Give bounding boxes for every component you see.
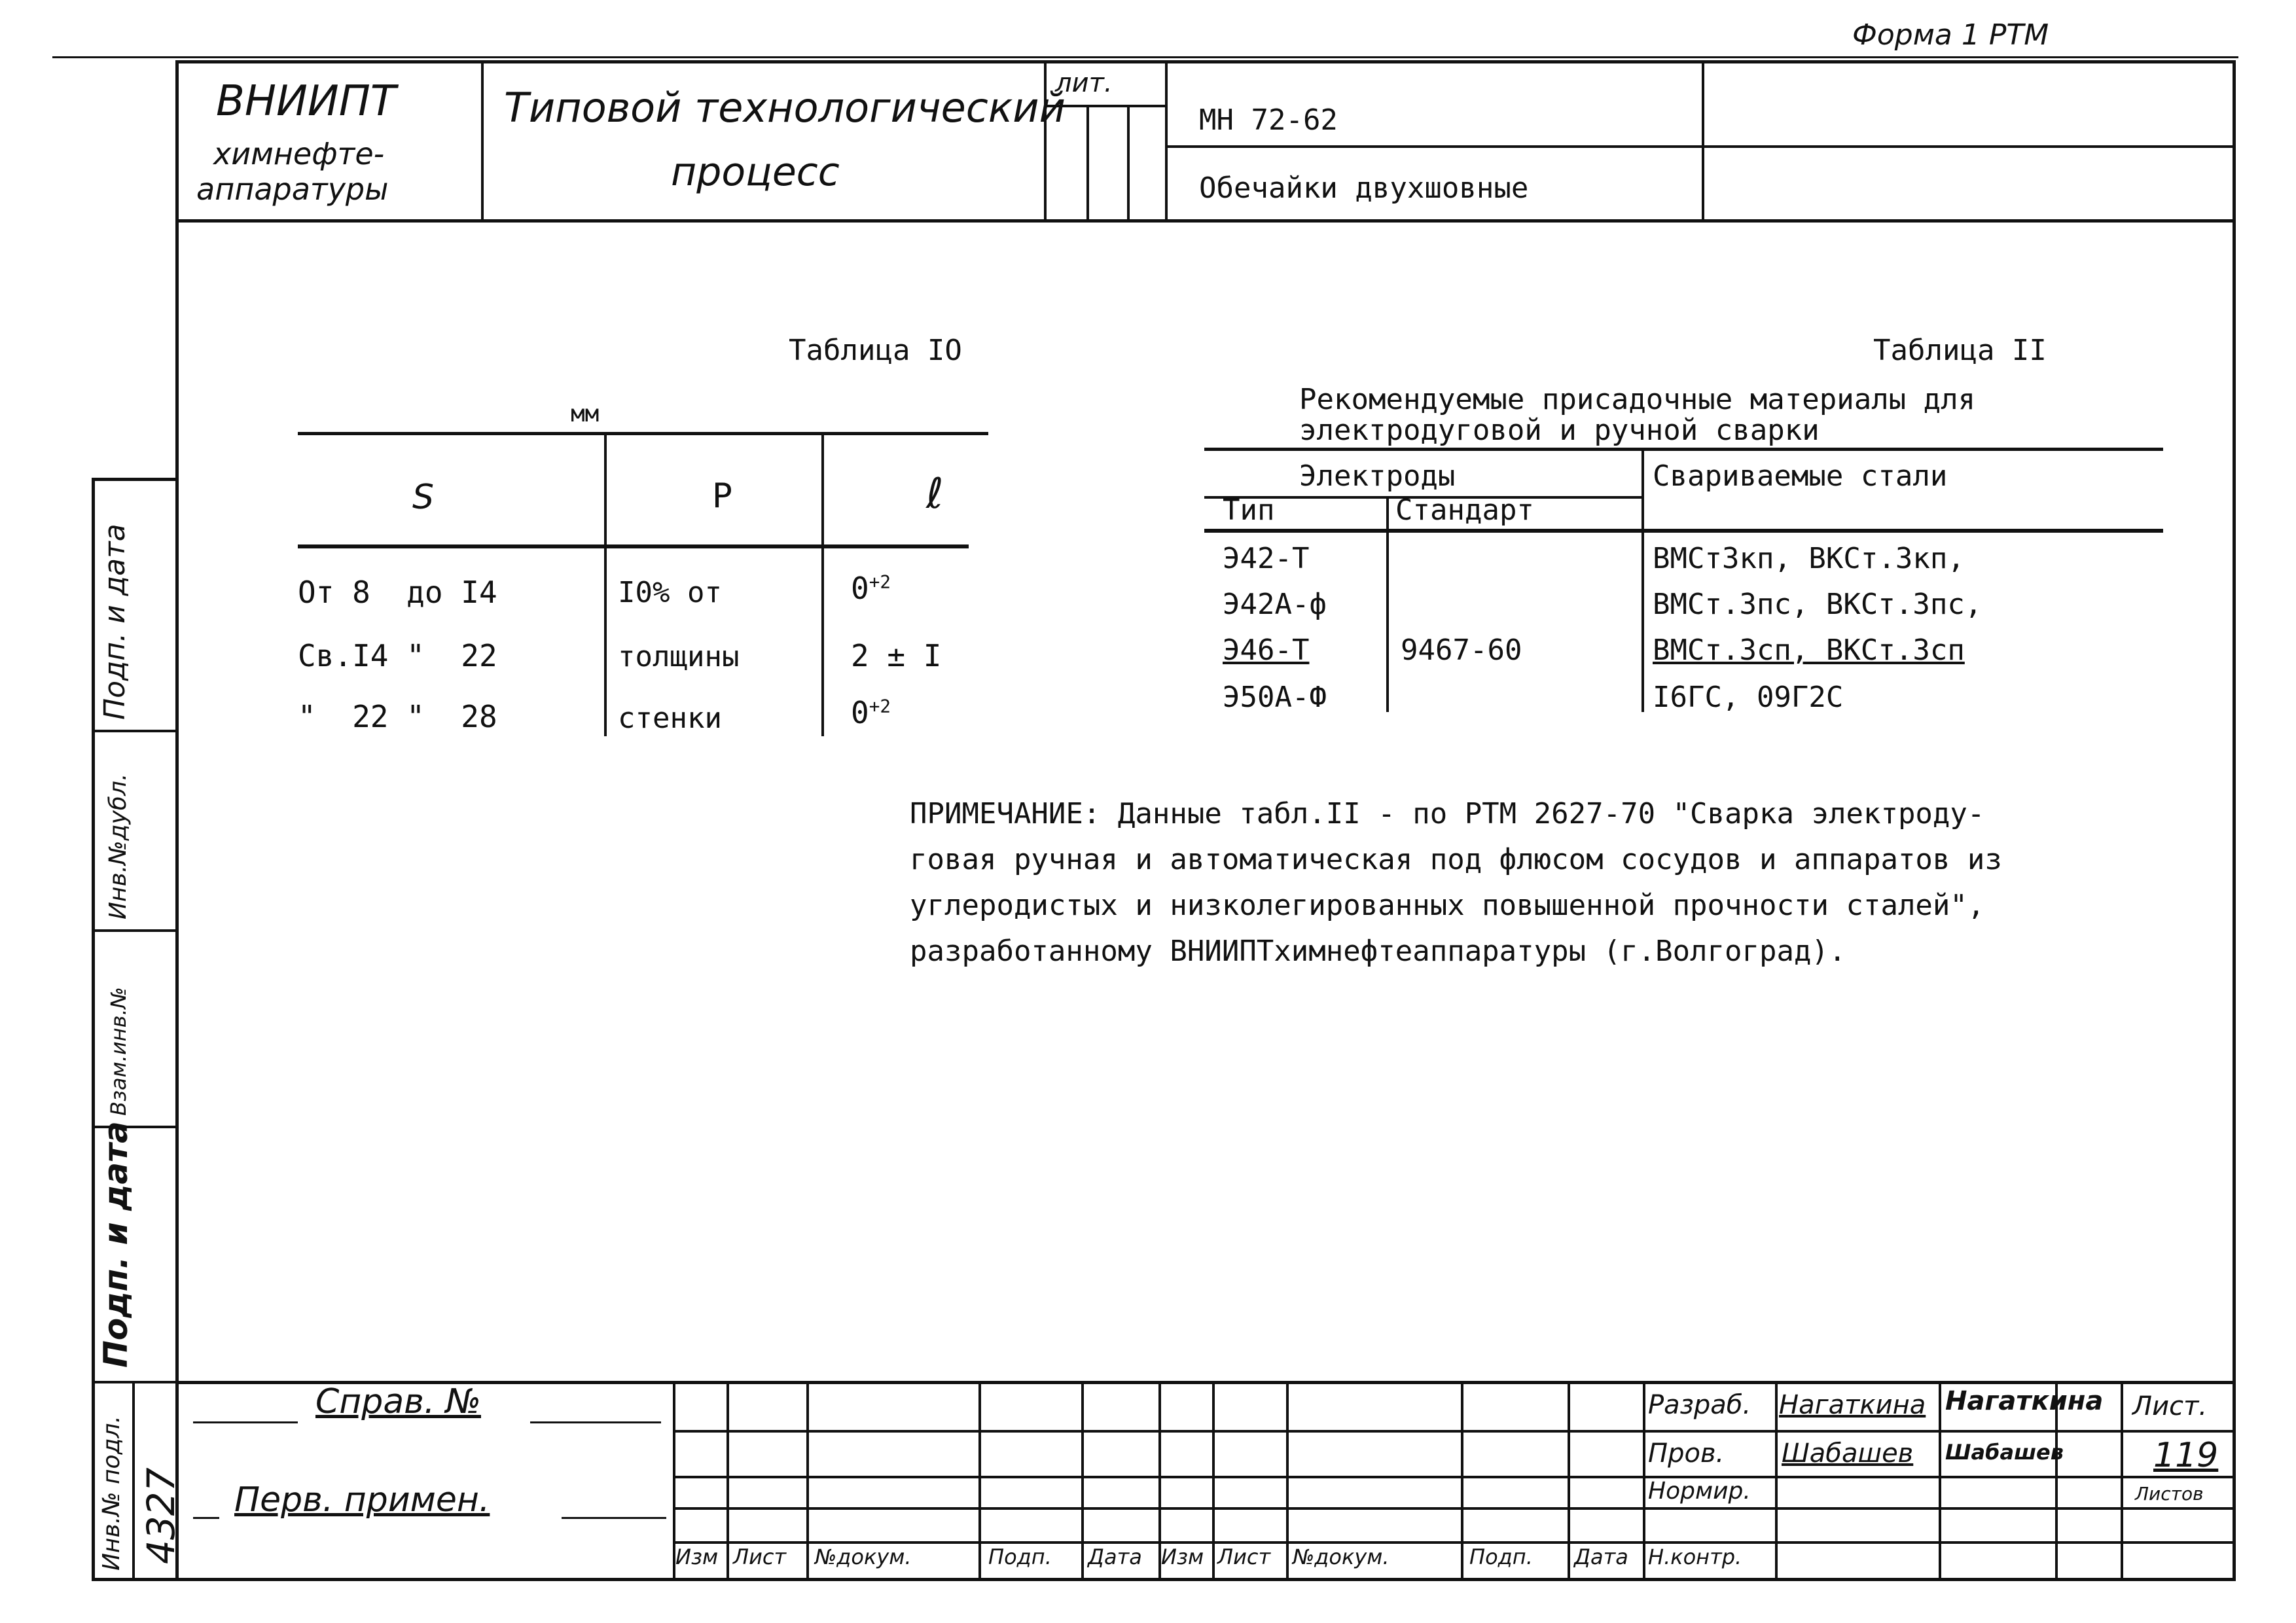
stamp-col-5 — [1081, 1381, 1084, 1581]
stamp-role-razrab: Разраб. — [1648, 1390, 1751, 1420]
code-rule — [1165, 145, 2236, 148]
table11-col-steels: Свариваемые стали — [1653, 459, 1948, 493]
doc-type-line2: процесс — [671, 149, 840, 195]
stamp-col-15 — [2121, 1381, 2123, 1581]
table11-top-rule — [1204, 448, 2163, 451]
table10-header-s: S — [412, 478, 435, 517]
stamp-col-label-izm-1: Изм — [675, 1544, 719, 1569]
table11-row3-steels: ВМСт.3сп, ВКСт.3сп — [1653, 633, 1965, 667]
table10-row2-s: Св.I4 " 22 — [298, 638, 497, 673]
table11-row3-type: Э46-Т — [1223, 633, 1310, 667]
org-line3: аппаратуры — [196, 171, 389, 207]
side-inv-orig: Инв.№ подл. — [98, 1416, 125, 1571]
table10-row3-l-value: 0 — [851, 695, 869, 730]
stamp-col-label-sign-2: Подп. — [1469, 1544, 1533, 1569]
form-label: Форма 1 РТМ — [1852, 18, 2049, 52]
stamp-col-label-date-2: Дата — [1574, 1544, 1628, 1569]
stamp-row-2 — [673, 1476, 2236, 1478]
header-divider-1 — [481, 60, 484, 219]
side-sign-date-top: Подп. и дата — [98, 524, 132, 720]
table10-row1-l-value: 0 — [851, 571, 869, 606]
stamp-col-label-date-1: Дата — [1088, 1544, 1142, 1569]
stamp-col-label-doc-2: №докум. — [1293, 1544, 1390, 1569]
side-inv-number: 4327 — [139, 1467, 183, 1564]
header-divider-6 — [1702, 60, 1704, 219]
table10-row2-l: 2 ± I — [851, 638, 942, 673]
stamp-role-normir: Нормир. — [1648, 1478, 1751, 1505]
table10-header-l: ℓ — [926, 470, 944, 518]
doc-subject: Обечайки двухшовные — [1199, 171, 1529, 205]
stamp-col-label-doc-1: №докум. — [815, 1544, 912, 1569]
org-line1: ВНИИПТ — [216, 77, 396, 126]
table11-row1-type: Э42-Т — [1223, 542, 1310, 575]
header-divider-4 — [1127, 105, 1130, 219]
stamp-col-4 — [978, 1381, 981, 1581]
note-line4: разработанному ВНИИПТхимнефтеаппаратуры (г.Волгоград). — [910, 935, 1846, 968]
table10-row1-l-sup: +2 — [869, 571, 891, 593]
table11-col-type: Тип — [1223, 493, 1275, 527]
table11-title-line2: электродуговой и ручной сварки — [1299, 414, 1820, 447]
perv-dash-right — [562, 1517, 666, 1519]
stamp-col-12 — [1775, 1381, 1778, 1581]
stamp-row-3 — [673, 1507, 2236, 1510]
sprav-label: Справ. № — [315, 1382, 481, 1421]
table11-caption: Таблица II — [1873, 334, 2047, 367]
stamp-col-label-izm-2: Изм — [1161, 1544, 1204, 1569]
table10-row3-p: стенки — [618, 702, 722, 735]
table10-row2-p: толщины — [618, 640, 740, 673]
table10-row3-l — [851, 695, 891, 730]
table10-head-rule — [298, 544, 969, 548]
stamp-name-prov: Шабашев — [1782, 1438, 1914, 1469]
table11-row4-type: Э50А-Ф — [1223, 681, 1327, 714]
table11-row3-standard: 9467-60 — [1401, 633, 1522, 667]
stamp-col-8 — [1286, 1381, 1289, 1581]
stamp-top-rule — [175, 1381, 2236, 1384]
stamp-row-1 — [673, 1430, 2236, 1433]
perv-dash-left — [193, 1517, 219, 1519]
table11-title-line1: Рекомендуемые присадочные материалы для — [1299, 383, 1976, 416]
stamp-name-razrab: Нагаткина — [1779, 1390, 1926, 1420]
table11-row2-steels: ВМСт.3пс, ВКСт.3пс, — [1653, 588, 1982, 621]
side-strip-divider — [132, 1381, 135, 1581]
table11-col-div-2 — [1641, 448, 1644, 712]
table10-col-div-2 — [821, 432, 824, 736]
side-inv-dubl: Инв.№дубл. — [105, 773, 132, 919]
stamp-col-label-list-2: Лист — [1217, 1544, 1271, 1569]
stamp-col-label-sign-1: Подп. — [988, 1544, 1052, 1569]
side-rule-4 — [92, 1381, 175, 1383]
stamp-col-9 — [1461, 1381, 1463, 1581]
table10-caption: Таблица IO — [789, 334, 962, 367]
table10-top-rule — [298, 432, 988, 435]
stamp-signature-razrab: Нагаткина — [1945, 1386, 2104, 1416]
stamp-row-4 — [673, 1541, 2236, 1544]
doc-code: МН 72-62 — [1199, 103, 1338, 137]
table11-group-header: Электроды — [1299, 459, 1456, 493]
table10-col-div-1 — [604, 432, 607, 736]
table11-row4-steels: I6ГС, 09Г2С — [1653, 681, 1844, 714]
header-bottom-rule — [175, 219, 2236, 223]
perv-label: Перв. примен. — [234, 1480, 490, 1520]
doc-type-line1: Типовой технологический — [504, 84, 1066, 132]
stamp-role-prov: Пров. — [1648, 1438, 1725, 1469]
header-divider-3 — [1086, 105, 1089, 219]
table10-row3-l-sup: +2 — [869, 695, 891, 717]
table11-row2-type: Э42А-ф — [1223, 588, 1327, 621]
note-line3: углеродистых и низколегированных повышенной прочности сталей", — [910, 889, 1985, 922]
stamp-col-13 — [1939, 1381, 1941, 1581]
org-line2: химнефте- — [213, 136, 385, 171]
table11-head-rule — [1204, 529, 2163, 533]
sheet-label: Лист. — [2132, 1391, 2208, 1421]
sprav-dash-right — [530, 1421, 661, 1423]
table10-row1-s: От 8 до I4 — [298, 575, 497, 610]
table11-col-standard: Стандарт — [1395, 493, 1534, 527]
stamp-signature-prov: Шабашев — [1945, 1440, 2064, 1465]
table10-header-p: P — [712, 476, 733, 516]
table10-row1-p: I0% от — [618, 576, 722, 609]
sheets-label: Листов — [2135, 1483, 2204, 1505]
table11-col-div-1 — [1386, 496, 1389, 712]
note-line2: говая ручная и автоматическая под флюсом сосудов и аппаратов из — [910, 843, 2002, 876]
table10-row3-s: " 22 " 28 — [298, 699, 497, 734]
stamp-col-7 — [1212, 1381, 1215, 1581]
stamp-role-nkontr: Н.контр. — [1648, 1544, 1742, 1569]
stamp-col-3 — [806, 1381, 809, 1581]
side-rule-2 — [92, 929, 175, 932]
side-vzam-inv: Взам.инв.№ — [106, 987, 131, 1116]
stamp-col-11 — [1643, 1381, 1645, 1581]
top-rule — [52, 56, 2238, 58]
header-divider-5 — [1165, 60, 1168, 219]
side-rule-1 — [92, 730, 175, 732]
lit-label: лит. — [1055, 68, 1113, 98]
note-line1: ПРИМЕЧАНИЕ: Данные табл.II - по РТМ 2627-70 "Сварка электроду- — [910, 797, 1985, 830]
table10-units: мм — [571, 401, 600, 427]
stamp-col-label-list-1: Лист — [733, 1544, 787, 1569]
sprav-dash-left — [193, 1421, 298, 1423]
stamp-col-10 — [1568, 1381, 1570, 1581]
stamp-col-2 — [726, 1381, 729, 1581]
table10-row1-l — [851, 571, 891, 606]
side-sign-date-bottom: Подп. и дата — [97, 1121, 135, 1368]
table11-row1-steels: ВМСт3кп, ВКСт.3кп, — [1653, 542, 1965, 575]
sheet-number: 119 — [2153, 1436, 2219, 1475]
